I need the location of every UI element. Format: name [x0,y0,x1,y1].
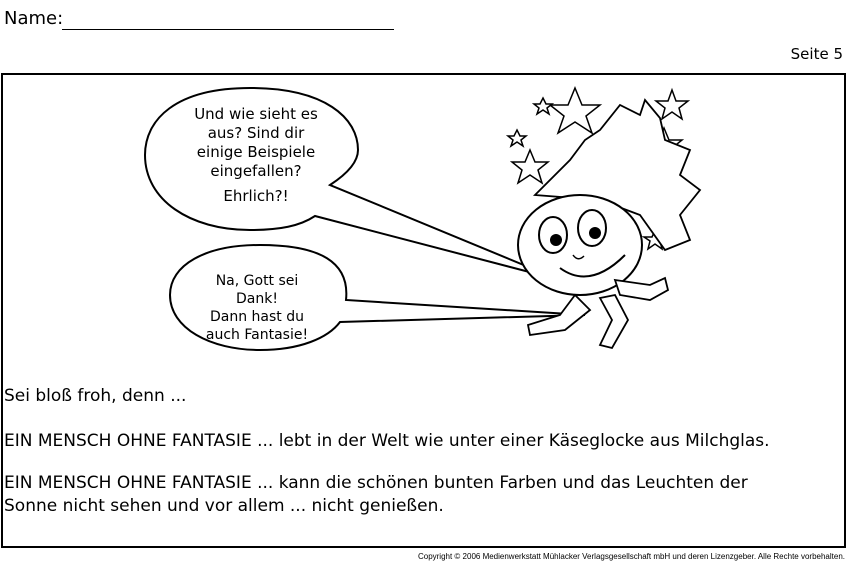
paragraph-2: EIN MENSCH OHNE FANTASIE ... kann die schönen bunten Farben und das Leuchten der Sonne nicht sehen und vor allem ... nicht genießen. [4,473,748,516]
bubble-line: aus? Sind dir [207,124,305,142]
star-icon [656,90,688,119]
bubble-line: Und wie sieht es [194,105,318,123]
copyright-notice: Copyright © 2006 Medienwerkstatt Mühlacker Verlagsgesellschaft mbH und deren Lizenzgeber. Alle Rechte vorbehalten. [417,552,845,561]
star-icon [508,130,526,146]
bubble-line: Dank! [236,291,278,307]
bubble-line: eingefallen? [210,162,302,180]
bubble-line: Dann hast du [209,309,304,325]
speech-bubble-top-text [181,105,331,206]
bubble-line: auch Fantasie! [205,327,309,343]
star-icon [512,150,548,183]
bubble-line: Ehrlich?! [223,187,289,205]
character-face [518,195,642,295]
star-icon [550,88,600,133]
intro-text: Sei bloß froh, denn ... [4,386,187,406]
paragraph-1: EIN MENSCH OHNE FANTASIE ... lebt in der Welt wie unter einer Käseglocke aus Milchglas. [4,431,770,451]
page-number: Seite 5 [790,45,843,63]
speech-bubble-bottom-text [187,272,327,344]
name-label: Name: [4,8,64,29]
bubble-line: Na, Gott sei [215,273,299,289]
star-icon [534,98,552,114]
bubble-line: einige Beispiele [196,143,316,161]
